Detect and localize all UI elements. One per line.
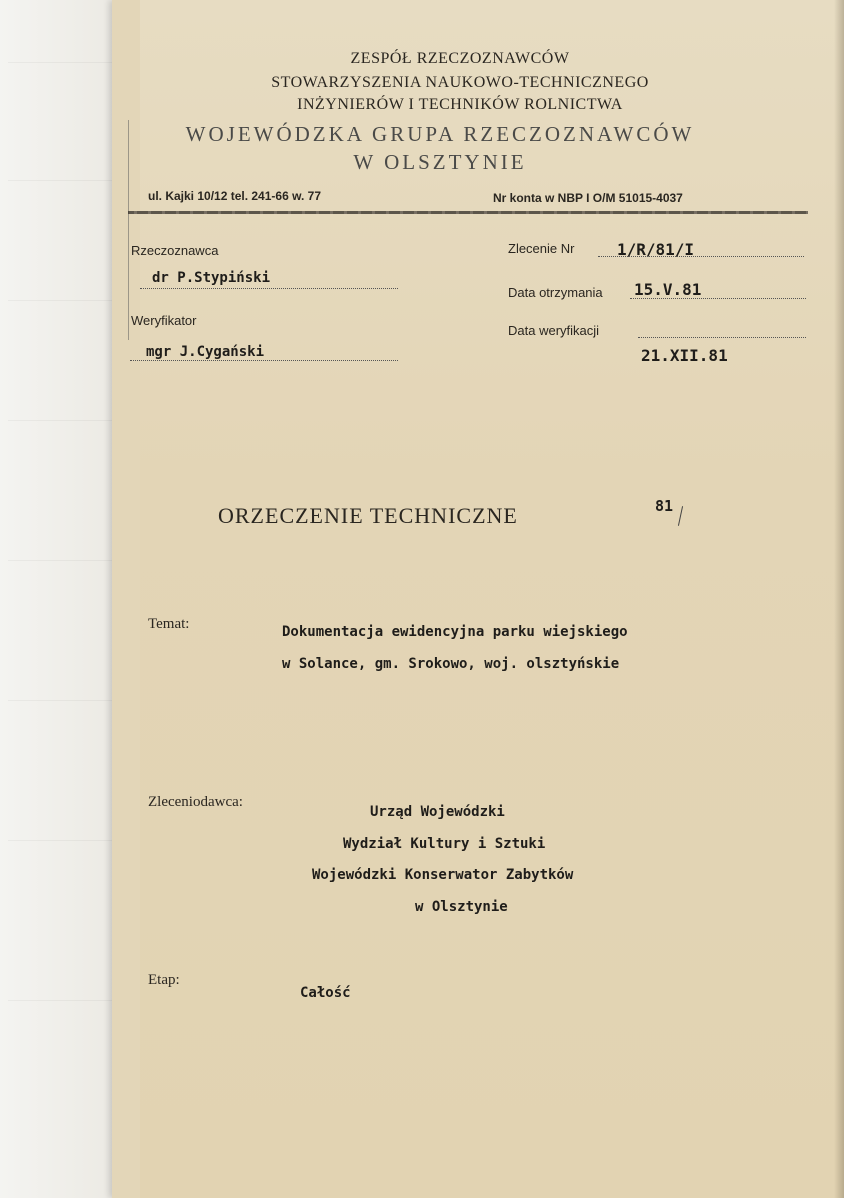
header-line-1: ZESPÓŁ RZECZOZNAWCÓW bbox=[350, 50, 570, 67]
page-right-edge bbox=[834, 0, 844, 1198]
etap-label: Etap: bbox=[148, 972, 180, 988]
rzeczoznawca-label: Rzeczoznawca bbox=[131, 243, 219, 258]
document-title: ORZECZENIE TECHNICZNE bbox=[218, 503, 518, 528]
data-otrzymania-label: Data otrzymania bbox=[508, 285, 603, 300]
data-otrzymania-dotline bbox=[630, 298, 806, 299]
zlecenie-label: Zlecenie Nr bbox=[508, 241, 575, 256]
weryfikator-label: Weryfikator bbox=[131, 313, 197, 328]
temat-label: Temat: bbox=[148, 616, 190, 632]
left-margin-line bbox=[128, 120, 129, 340]
zleceniodawca-line-2: Wydział Kultury i Sztuki bbox=[343, 836, 546, 852]
temat-line-1: Dokumentacja ewidencyjna parku wiejskiego bbox=[282, 624, 628, 640]
weryfikator-dotline bbox=[130, 360, 398, 361]
account-line: Nr konta w NBP I O/M 51015-4037 bbox=[493, 191, 683, 205]
data-weryfikacji-value: 21.XII.81 bbox=[641, 346, 728, 365]
document-paper-surface bbox=[140, 0, 844, 1198]
zleceniodawca-line-3: Wojewódzki Konserwator Zabytków bbox=[312, 867, 574, 883]
zleceniodawca-line-4: w Olsztynie bbox=[415, 899, 508, 915]
data-otrzymania-value: 15.V.81 bbox=[634, 280, 702, 299]
zleceniodawca-line-1: Urząd Wojewódzki bbox=[370, 804, 505, 820]
header-rule bbox=[128, 211, 808, 214]
data-weryfikacji-dotline bbox=[638, 337, 806, 338]
header-line-4: WOJEWÓDZKA GRUPA RZECZOZNAWCÓW bbox=[185, 122, 695, 146]
rzeczoznawca-value: dr P.Stypiński bbox=[152, 270, 271, 286]
zlecenie-value: 1/R/81/I bbox=[617, 240, 695, 259]
zleceniodawca-label: Zleceniodawca: bbox=[148, 794, 243, 810]
header-line-5: W OLSZTYNIE bbox=[353, 150, 527, 174]
temat-line-2: w Solance, gm. Srokowo, woj. olsztyńskie bbox=[282, 656, 620, 672]
etap-value: Całość bbox=[300, 985, 351, 1001]
header-line-3: INŻYNIERÓW I TECHNIKÓW ROLNICTWA bbox=[297, 96, 623, 113]
weryfikator-value: mgr J.Cygański bbox=[146, 344, 265, 360]
header-line-2: STOWARZYSZENIA NAUKOWO-TECHNICZNEGO bbox=[271, 74, 649, 91]
address-line: ul. Kajki 10/12 tel. 241-66 w. 77 bbox=[148, 189, 321, 203]
zlecenie-dotline bbox=[598, 256, 804, 257]
document-number: 81 bbox=[655, 497, 674, 515]
rzeczoznawca-dotline bbox=[140, 288, 398, 289]
data-weryfikacji-label: Data weryfikacji bbox=[508, 323, 600, 338]
